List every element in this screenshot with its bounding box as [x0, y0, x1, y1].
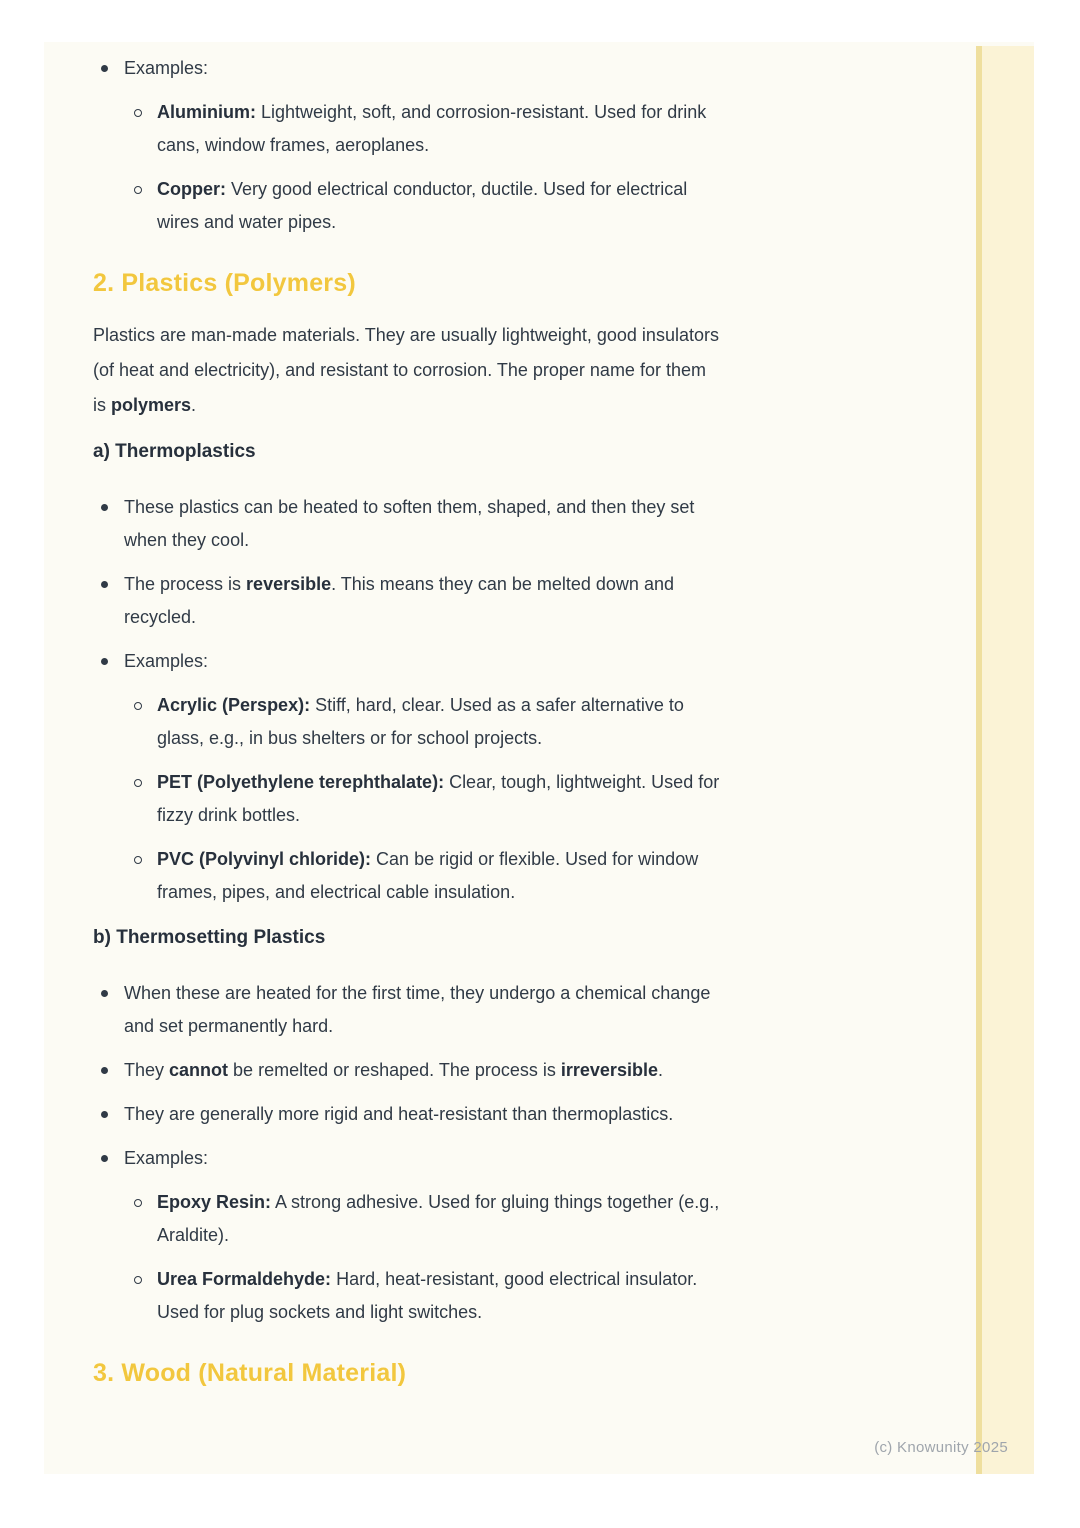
text-line [124, 568, 883, 601]
bullet-circle-icon [134, 856, 142, 864]
text-segment: A strong adhesive. Used for gluing things together (e.g., [271, 1192, 720, 1212]
bullet-dot-icon [101, 1155, 108, 1162]
bullet-dot-icon [101, 1111, 108, 1118]
bold-text: Urea Formaldehyde: [157, 1269, 332, 1289]
text-segment: cans, window frames, aeroplanes. [157, 135, 430, 155]
bullet-dot-icon [101, 65, 108, 72]
bullet-dot-icon [101, 1067, 108, 1074]
bullet-circle-icon [134, 1276, 142, 1284]
list-item [93, 52, 883, 239]
text-line [93, 388, 883, 423]
list-item [93, 1054, 883, 1087]
list-item [93, 568, 883, 634]
bold-text: Acrylic (Perspex): [157, 695, 311, 715]
bold-text: PET (Polyethylene terephthalate): [157, 772, 445, 792]
bold-text: polymers [111, 395, 192, 415]
sub-list-item [124, 173, 883, 239]
bold-text: Copper: [157, 179, 226, 199]
text-segment: Araldite). [157, 1225, 230, 1245]
sub-list-item [124, 766, 883, 832]
text-segment: They are generally more rigid and heat-resistant than thermoplastics. [124, 1104, 674, 1124]
text-line [124, 524, 883, 557]
document-page [44, 42, 1034, 1474]
bullet-dot-icon [101, 658, 108, 665]
bold-text: cannot [169, 1060, 229, 1080]
thermosetting-list [93, 977, 883, 1329]
thermoplastics-list [93, 491, 883, 909]
list-item [93, 1142, 883, 1329]
text-segment: Very good electrical conductor, ductile. Used for electrical [226, 179, 688, 199]
plastics-intro-paragraph [93, 318, 883, 423]
text-segment: Stiff, hard, clear. Used as a safer alternative to [310, 695, 684, 715]
text-segment: (of heat and electricity), and resistant to corrosion. The proper name for them [93, 360, 706, 380]
sub-list-item [124, 1186, 883, 1252]
text-line [157, 1263, 883, 1296]
text-line [124, 601, 883, 634]
bold-text: irreversible [560, 1060, 658, 1080]
footer-copyright: (c) Knowunity 2025 [874, 1439, 1008, 1456]
text-line [124, 491, 883, 524]
list-item [93, 1098, 883, 1131]
text-segment: is [93, 395, 111, 415]
text-line [124, 1010, 883, 1043]
sub-bullet-list [124, 1186, 883, 1329]
text-segment: Examples: [124, 651, 209, 671]
bullet-circle-icon [134, 109, 142, 117]
text-segment: Hard, heat-resistant, good electrical insulator. [331, 1269, 698, 1289]
text-line [124, 645, 883, 678]
text-line [157, 1186, 883, 1219]
bullet-dot-icon [101, 990, 108, 997]
text-segment: . [657, 1060, 663, 1080]
subsection-heading-thermoplastics: a) Thermoplastics [93, 441, 256, 462]
text-segment: glass, e.g., in bus shelters or for school projects. [157, 728, 543, 748]
text-line [124, 1142, 883, 1175]
text-segment: When these are heated for the first time, they undergo a chemical change [124, 983, 711, 1003]
text-segment: and set permanently hard. [124, 1016, 334, 1036]
text-line [157, 722, 883, 755]
bold-text: PVC (Polyvinyl chloride): [157, 849, 372, 869]
text-line [157, 766, 883, 799]
bullet-dot-icon [101, 581, 108, 588]
text-line [157, 96, 883, 129]
bold-text: Aluminium: [157, 102, 256, 122]
accent-stripe [976, 46, 1034, 1474]
text-segment: . This means they can be melted down and [331, 574, 674, 594]
text-segment: recycled. [124, 607, 197, 627]
text-segment: Examples: [124, 1148, 209, 1168]
metals-examples-list [93, 52, 883, 239]
text-line [157, 129, 883, 162]
text-segment: frames, pipes, and electrical cable insulation. [157, 882, 516, 902]
text-segment: Examples: [124, 58, 209, 78]
sub-list-item [124, 843, 883, 909]
text-line [157, 799, 883, 832]
text-line [124, 977, 883, 1010]
text-segment: These plastics can be heated to soften them, shaped, and then they set [124, 497, 695, 517]
bullet-circle-icon [134, 186, 142, 194]
text-segment: . [191, 395, 197, 415]
subsection-heading-thermosetting: b) Thermosetting Plastics [93, 927, 326, 948]
text-segment: Clear, tough, lightweight. Used for [444, 772, 720, 792]
sub-list-item [124, 689, 883, 755]
text-line [157, 1219, 883, 1252]
sub-bullet-list [124, 689, 883, 909]
text-line [157, 876, 883, 909]
text-segment: Can be rigid or flexible. Used for window [371, 849, 699, 869]
text-segment: They [124, 1060, 170, 1080]
sub-list-item [124, 96, 883, 162]
text-segment: when they cool. [124, 530, 250, 550]
bullet-circle-icon [134, 702, 142, 710]
text-line [157, 1296, 883, 1329]
text-segment: be remelted or reshaped. The process is [228, 1060, 561, 1080]
text-line [93, 353, 883, 388]
text-line [93, 318, 883, 353]
text-segment: Plastics are man-made materials. They are usually lightweight, good insulators [93, 325, 719, 345]
text-line [124, 1054, 883, 1087]
bold-text: reversible [246, 574, 332, 594]
section-heading-plastics: 2. Plastics (Polymers) [93, 269, 356, 297]
text-segment: wires and water pipes. [157, 212, 337, 232]
bullet-circle-icon [134, 779, 142, 787]
text-segment: Lightweight, soft, and corrosion-resistant. Used for drink [256, 102, 707, 122]
page-content [93, 52, 883, 1391]
text-line [157, 206, 883, 239]
bullet-circle-icon [134, 1199, 142, 1207]
sub-list-item [124, 1263, 883, 1329]
section-heading-wood: 3. Wood (Natural Material) [93, 1359, 407, 1387]
bold-text: Epoxy Resin: [157, 1192, 272, 1212]
text-line [124, 52, 883, 85]
bullet-dot-icon [101, 504, 108, 511]
text-segment: fizzy drink bottles. [157, 805, 301, 825]
list-item [93, 977, 883, 1043]
text-line [157, 173, 883, 206]
text-line [157, 689, 883, 722]
list-item [93, 645, 883, 909]
list-item [93, 491, 883, 557]
text-segment: The process is [124, 574, 247, 594]
text-line [124, 1098, 883, 1131]
text-line [157, 843, 883, 876]
sub-bullet-list [124, 96, 883, 239]
text-segment: Used for plug sockets and light switches. [157, 1302, 483, 1322]
